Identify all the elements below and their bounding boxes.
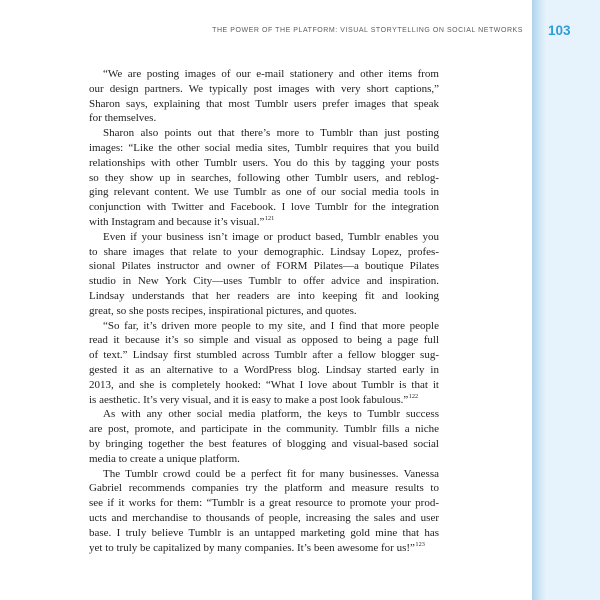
text-line: Sharon says, explaining that most Tumblr users prefer images that speak [89, 97, 439, 110]
text-line: images: “Like the other social media sites, Tumblr requires that you build [89, 141, 439, 154]
text-line: yet to truly be capitalized by many companies. It’s been awesome for us!”$^{123}$ [89, 540, 425, 554]
text-line: Gabriel recommends companies try the platform and measure results to [89, 482, 439, 495]
page-edge-band [532, 0, 600, 600]
text-line: with Instagram and because it’s visual.”$^{121}$ [89, 215, 275, 228]
text-line: conjunction with Twitter and Facebook. I love Tumblr for the integration [89, 201, 439, 214]
text-line: so they show up in searches, following other Tumblr users, and reblog- [89, 171, 439, 184]
text-line: see if it works for them: “Tumblr is a great resource to promote your prod- [89, 497, 439, 510]
text-line: by bringing together the best features of blogging and visual-based social [89, 437, 439, 450]
text-line: is aesthetic. It’s very visual, and it is easy to make a post look fabulous.”$^{122}$ [89, 392, 419, 406]
text-line: our design partners. We typically post images with very short captions,” [89, 82, 439, 95]
body-text [89, 67, 439, 555]
text-line: gested it as an alternative to a WordPress blog. Lindsay started early in [89, 363, 439, 376]
text-line: great, so she posts recipes, inspirational pictures, and quotes. [89, 304, 357, 317]
text-line: Lindsay understands that her readers are into keeping fit and looking [89, 289, 439, 302]
page-number: 103 [548, 23, 571, 38]
text-line: “So far, it’s driven more people to my site, and I find that more people [103, 319, 439, 332]
text-line: to share images that relate to your demographic. Lindsay Lopez, profes- [89, 245, 439, 258]
text-line: Sharon also points out that there’s more to Tumblr than just posting [103, 127, 439, 140]
footnote-reference: 122 [408, 392, 419, 400]
text-line: ucts and merchandise to thousands of people, increasing the sales and user [89, 511, 439, 524]
footnote-reference: 123 [415, 540, 425, 548]
text-line: read it because it’s so simple and visual as opposed to being a page full [89, 334, 439, 347]
text-line: for themselves. [89, 112, 157, 125]
text-line: ging relevant content. We use Tumblr as one of our social media tools in [89, 186, 439, 199]
text-line: of text.” Lindsay first stumbled across Tumblr after a fellow blogger sug- [89, 349, 439, 362]
text-line: relationships with other Tumblr users. You do this by tagging your posts [89, 156, 439, 169]
text-line: 2013, and she is completely hooked: “What I love about Tumblr is that it [89, 378, 439, 391]
text-line: studio in New York City—uses Tumblr to offer advice and inspiration. [89, 275, 439, 288]
text-line: “We are posting images of our e-mail stationery and other items from [103, 68, 439, 80]
text-line: As with any other social media platform, the keys to Tumblr success [103, 408, 439, 421]
text-line: media to create a unique platform. [89, 452, 240, 465]
text-line: base. I truly believe Tumblr is an untapped marketing gold mine that has [89, 526, 439, 539]
footnote-reference: 121 [264, 215, 275, 223]
running-header: THE POWER OF THE PLATFORM: VISUAL STORYTELLING ON SOCIAL NETWORKS [212, 27, 523, 34]
text-line: are post, promote, and participate in the community. Tumblr fills a niche [89, 423, 439, 436]
text-line: sional Pilates instructor and owner of FORM Pilates—a boutique Pilates [89, 260, 439, 273]
text-line: Even if your business isn’t image or product based, Tumblr enables you [103, 230, 439, 243]
text-line: The Tumblr crowd could be a perfect fit for many businesses. Vanessa [103, 467, 439, 480]
